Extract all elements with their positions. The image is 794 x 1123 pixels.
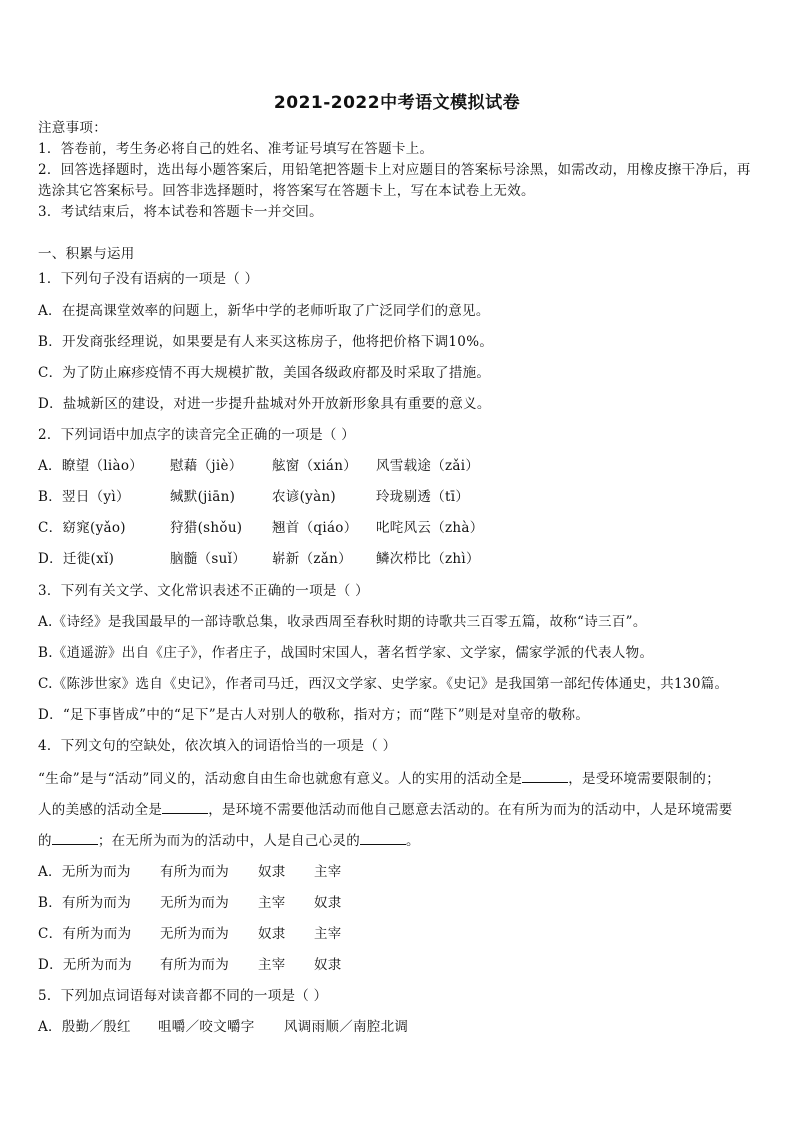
notice-item-3: 3．考试结束后，将本试卷和答题卡一并交回。 [38,204,323,220]
q2-a-1: A．瞭望（liào） [38,458,144,474]
q3-option-c: C.《陈涉世家》选自《史记》，作者司马迁，西汉文学家、史学家。《史记》是我国第一部纪传体通史，共130篇。 [38,676,729,692]
q4-passage-text: 。 [406,833,420,849]
q4-passage-line-2 [38,799,764,820]
q5-stem: 5．下列加点词语每对读音都不同的一项是（ ） [38,988,328,1004]
q4-option-c [38,924,764,944]
q4-d-3: 主宰 [258,957,286,973]
q1-option-a: A．在提高课堂效率的问题上，新华中学的老师听取了广泛同学们的意见。 [38,303,490,319]
q5-a-1: A．殷勤／殷红 [38,1019,131,1035]
q4-option-a [38,862,764,882]
q4-a-4: 主宰 [314,864,342,880]
q4-a-3: 奴隶 [258,864,286,880]
q2-c-2: 狩猎(shǒu) [170,520,243,536]
q1-option-c: C．为了防止麻疹疫情不再大规模扩散，美国各级政府都及时采取了措施。 [38,365,491,381]
q4-passage-line-3 [38,830,764,851]
section-heading: 一、积累与运用 [38,246,135,262]
notice-item-1: 1．答卷前，考生务必将自己的姓名、准考证号填写在答题卡上。 [38,141,434,157]
q2-d-4: 鳞次栉比（zhì） [376,551,480,567]
q2-a-2: 慰藉（jiè） [170,458,243,474]
q5-option-a [38,1017,764,1037]
q2-b-2: 缄默(jiān) [170,489,236,505]
q4-option-d [38,955,764,975]
q1-option-d: D．盐城新区的建设，对进一步提升盐城对外开放新形象具有重要的意义。 [38,396,491,412]
q4-b-3: 主宰 [258,895,286,911]
q1-stem: 1．下列句子没有语病的一项是（ ） [38,271,259,287]
q4-c-3: 奴隶 [258,926,286,942]
page-title: 2021-2022中考语文模拟试卷 [273,93,521,113]
q3-stem: 3．下列有关文学、文化常识表述不正确的一项是（ ） [38,583,369,599]
q2-c-3: 翘首（qiáo） [272,520,358,536]
q2-a-4: 风雪载途（zǎi） [376,458,480,474]
q2-d-3: 崭新（zǎn） [272,551,352,567]
q2-option-a [38,456,764,476]
notice-item-2-cont: 选涂其它答案标号。回答非选择题时，将答案写在答题卡上，写在本试卷上无效。 [38,183,535,199]
q4-blank-4 [360,830,406,845]
q4-a-2: 有所为而为 [160,864,229,880]
q2-d-2: 脑髓（suǐ） [170,551,247,567]
q4-d-2: 有所为而为 [160,957,229,973]
q3-option-b: B.《逍遥游》出自《庄子》，作者庄子，战国时宋国人，著名哲学家、文学家，儒家学派的代表人物。 [38,645,654,661]
q4-b-1: B．有所为而为 [38,895,132,911]
q2-option-c [38,518,764,538]
q4-stem: 4．下列文句的空缺处，依次填入的词语恰当的一项是（ ） [38,738,397,754]
q4-b-2: 无所为而为 [160,895,229,911]
q2-c-4: 叱咤风云（zhà） [376,520,484,536]
q2-option-b [38,487,764,507]
q4-blank-3 [52,830,98,845]
q4-passage-text: ，是环境不需要他活动而他自己愿意去活动的。在有所为而为的活动中，人是环境需要 [208,802,733,818]
q3-option-a: A.《诗经》是我国最早的一部诗歌总集，收录西周至春秋时期的诗歌共三百零五篇，故称“诗三百”。 [38,614,647,630]
q2-c-1: C．窈窕(yǎo) [38,520,126,536]
q2-a-3: 舷窗（xián） [272,458,358,474]
q5-a-2: 咀嚼／咬文嚼字 [158,1019,255,1035]
q4-blank-2 [162,799,208,814]
q4-c-2: 无所为而为 [160,926,229,942]
q2-stem: 2．下列词语中加点字的读音完全正确的一项是（ ） [38,427,356,443]
q4-passage-text: 人的美感的活动全是 [38,802,163,818]
q4-c-1: C．有所为而为 [38,926,132,942]
notice-item-2: 2．回答选择题时，选出每小题答案后，用铅笔把答题卡上对应题目的答案标号涂黑，如需改动，用橡皮擦干净后，再 [38,162,751,178]
q1-option-b: B．开发商张经理说，如果要是有人来买这栋房子，他将把价格下调10%。 [38,334,494,350]
q4-passage-text: 的 [38,833,52,849]
q4-passage-text: “生命”是与“活动”同义的，活动愈自由生命也就愈有意义。人的实用的活动全是 [38,771,523,787]
q4-passage-line-1 [38,768,764,789]
q3-option-d: D．“足下事皆成”中的“足下”是古人对别人的敬称，指对方；而“陛下”则是对皇帝的敬称。 [38,707,590,723]
q5-a-3: 风调雨顺／南腔北调 [284,1019,409,1035]
q2-b-3: 农谚(yàn) [272,489,337,505]
q2-b-4: 玲珑剔透（tī） [376,489,470,505]
q2-option-d [38,549,764,569]
q4-b-4: 奴隶 [314,895,342,911]
q4-passage-text: ；在无所为而为的活动中，人是自己心灵的 [97,833,361,849]
q4-option-b [38,893,764,913]
notice-heading: 注意事项： [38,120,107,136]
q4-passage-text: ，是受环境需要限制的； [568,771,721,787]
q4-a-1: A．无所为而为 [38,864,131,880]
q4-d-1: D．无所为而为 [38,957,132,973]
q2-b-1: B．翌日（yì） [38,489,130,505]
q4-blank-1 [522,768,568,783]
q2-d-1: D．迁徙(xǐ) [38,551,115,567]
q4-c-4: 主宰 [314,926,342,942]
q4-d-4: 奴隶 [314,957,342,973]
